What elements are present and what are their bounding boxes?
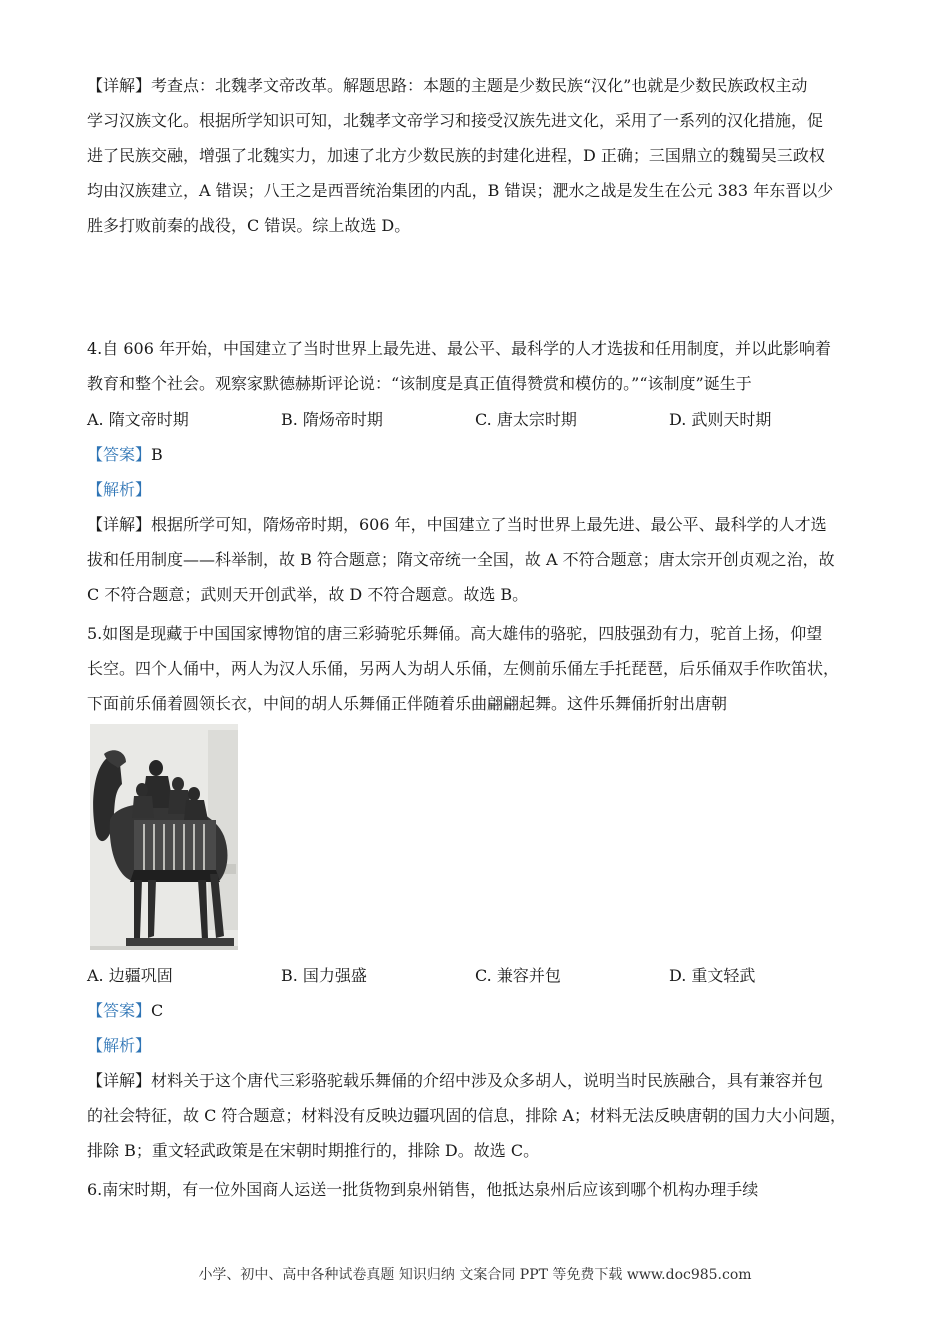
q4-options	[87, 402, 877, 437]
q4-detail-line: C 不符合题意；武则天开创武举，故 D 不符合题意。故选 B。	[87, 585, 529, 604]
q4-answer-value: B	[151, 445, 163, 464]
q4-answer-tag: 【答案】	[87, 445, 152, 464]
q5-stem-line: 下面前乐俑着圆领长衣，中间的胡人乐舞俑正伴随着乐曲翩翩起舞。这件乐舞俑折射出唐朝	[87, 694, 728, 713]
q3-detail-line: 均由汉族建立，A 错误；八王之是西晋统治集团的内乱，B 错误；淝水之战是发生在公元 383 年东晋以少	[87, 181, 834, 200]
q5-option-d: D. 重文轻武	[669, 966, 756, 985]
q3-detail-line: 学习汉族文化。根据所学知识可知，北魏孝文帝学习和接受汉族先进文化，采用了一系列的汉化措施，促	[87, 111, 824, 130]
q3-detail-line: 进了民族交融，增强了北魏实力，加速了北方少数民族的封建化进程，D 正确；三国鼎立的魏蜀吴三政权	[87, 146, 825, 165]
q5-answer	[87, 993, 163, 1028]
q5-detail-paragraph	[87, 1063, 877, 1168]
q5-option-c: C. 兼容并包	[475, 966, 561, 985]
q3-detail-line: 胜多打败前秦的战役，C 错误。综上故选 D。	[87, 216, 411, 235]
q4-detail-line: 【详解】根据所学可知，隋炀帝时期，606 年，中国建立了当时世界上最先进、最公平、最科学的人才选	[87, 515, 827, 534]
q6-stem-line: 6.南宋时期，有一位外国商人运送一批货物到泉州销售，他抵达泉州后应该到哪个机构办理手续	[87, 1180, 759, 1199]
q5-detail-line: 排除 B；重文轻武政策是在宋朝时期推行的，排除 D。故选 C。	[87, 1141, 540, 1160]
q5-option-a: A. 边疆巩固	[87, 966, 173, 985]
q4-stem-line: 教育和整个社会。观察家默德赫斯评论说：“该制度是真正值得赞赏和模仿的。”“该制度”诞生于	[87, 374, 752, 393]
tang-camel-figurine-image	[90, 724, 238, 950]
q5-analysis-tag: 【解析】	[87, 1036, 152, 1055]
q5-detail-line: 的社会特征，故 C 符合题意；材料没有反映边疆巩固的信息，排除 A；材料无法反映唐朝的国力大小问题，	[87, 1106, 847, 1125]
q4-option-b: B. 隋炀帝时期	[281, 410, 383, 429]
q4-analysis-tag: 【解析】	[87, 480, 152, 499]
q4-stem	[87, 331, 877, 401]
q4-stem-line: 4.自 606 年开始，中国建立了当时世界上最先进、最公平、最科学的人才选拔和任用制度，并以此影响着	[87, 339, 831, 358]
q3-detail-line: 【详解】考查点：北魏孝文帝改革。解题思路：本题的主题是少数民族“汉化”也就是少数民族政权主动	[87, 76, 808, 95]
q4-detail-line: 拔和任用制度——科举制，故 B 符合题意；隋文帝统一全国，故 A 不符合题意；唐太宗开创贞观之治，故	[87, 550, 835, 569]
q5-answer-tag: 【答案】	[87, 1001, 152, 1020]
q4-detail-paragraph	[87, 507, 877, 612]
q4-option-c: C. 唐太宗时期	[475, 410, 577, 429]
q4-option-d: D. 武则天时期	[669, 410, 772, 429]
q6-stem	[87, 1172, 877, 1207]
q5-stem-line: 5.如图是现藏于中国国家博物馆的唐三彩骑驼乐舞俑。高大雄伟的骆驼，四肢强劲有力，驼首上扬，仰望	[87, 624, 823, 643]
page-footer: 小学、初中、高中各种试卷真题 知识归纳 文案合同 PPT 等免费下载 www.doc985.com	[198, 1267, 752, 1283]
q5-answer-value: C	[151, 1001, 164, 1020]
q5-stem	[87, 616, 877, 721]
q3-detail-paragraph	[87, 68, 877, 243]
q5-options	[87, 958, 877, 993]
q5-detail-line: 【详解】材料关于这个唐代三彩骆驼载乐舞俑的介绍中涉及众多胡人，说明当时民族融合，具有兼容并包	[87, 1071, 824, 1090]
q4-answer	[87, 437, 163, 472]
q5-option-b: B. 国力强盛	[281, 966, 367, 985]
q5-stem-line: 长空。四个人俑中，两人为汉人乐俑，另两人为胡人乐俑，左侧前乐俑左手托琵琶，后乐俑双手作吹笛状，	[87, 659, 840, 678]
q4-option-a: A. 隋文帝时期	[87, 410, 189, 429]
